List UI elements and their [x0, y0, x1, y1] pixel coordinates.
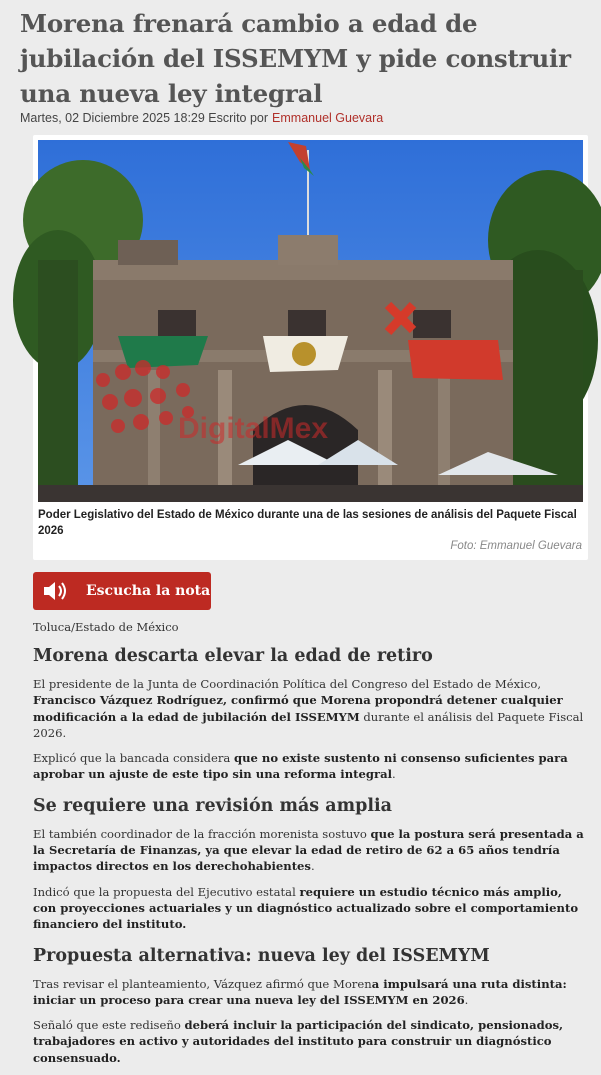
bold-text: requiere un estudio técnico más amplio, con proyecciones actuariales y un diagnóstico actualizado sobre el comportamiento financiero del instituto. — [33, 884, 579, 932]
text-run: Tras revisar el planteamiento, Vázquez afirmó que Moren — [33, 976, 372, 991]
author-link[interactable]: Emmanuel Guevara — [272, 111, 384, 125]
article-paragraph — [33, 676, 588, 741]
article-photo — [38, 140, 583, 502]
photo-credit: Foto: Emmanuel Guevara — [450, 540, 582, 552]
text-run: El también coordinador de la fracción morenista sostuvo — [33, 826, 371, 841]
listen-button[interactable] — [33, 572, 211, 610]
text-run: . — [464, 992, 469, 1007]
text-run: . — [310, 859, 315, 874]
article-paragraph — [33, 826, 588, 875]
section-heading: Se requiere una revisión más amplia — [33, 795, 392, 816]
article-paragraph — [33, 976, 588, 1009]
text-run: Explicó que la bancada considera — [33, 751, 234, 766]
text-run: Señaló que este rediseño — [33, 1018, 185, 1033]
section-heading: Propuesta alternativa: nueva ley del ISSEMYM — [33, 945, 490, 966]
bold-text: que no existe sustento ni consenso suficientes para aprobar un ajuste de este tipo sin una reforma integral — [33, 751, 568, 782]
text-run: . — [392, 767, 396, 782]
article-paragraph — [33, 884, 588, 933]
section-heading: Morena descarta elevar la edad de retiro — [33, 646, 433, 666]
article-paragraph — [33, 750, 588, 783]
article-meta — [20, 111, 383, 125]
bold-text: que la postura será presentada a la Secretaría de Finanzas, ya que elevar la edad de retiro de 62 a 65 años tendría impactos directos en los derechohabientes — [33, 826, 584, 874]
text-run: durante el análisis del Paquete Fiscal 2026. — [33, 709, 584, 740]
article-body — [33, 642, 588, 1075]
dateline: Toluca/Estado de México — [33, 620, 179, 634]
text-run: Indicó que la propuesta del Ejecutivo estatal — [33, 884, 300, 899]
watermark-text: DigitalMex — [178, 412, 329, 445]
bold-text: a impulsará una ruta distinta: iniciar un proceso para crear una nueva ley del ISSEMYM en 2026 — [33, 976, 567, 1007]
text-run: El presidente de la Junta de Coordinación Política del Congreso del Estado de México, — [33, 677, 542, 691]
article-figure — [33, 135, 588, 560]
publish-date: Martes, 02 Diciembre 2025 18:29 Escrito por — [20, 111, 269, 125]
photo-caption: Poder Legislativo del Estado de México durante una de las sesiones de análisis del Paquete Fiscal 2026 — [38, 509, 577, 537]
article-paragraph — [33, 1017, 588, 1066]
speaker-icon — [42, 580, 76, 602]
bold-text: Francisco Vázquez Rodríguez, confirmó que Morena propondrá detener cualquier modificación a la edad de jubilación del ISSEMYM — [33, 693, 563, 724]
bold-text: deberá incluir la participación del sindicato, pensionados, trabajadores en activo y autoridades del instituto para construir un diagnóstico consensuado. — [33, 1018, 564, 1065]
listen-button-label: Escucha la nota — [86, 583, 211, 599]
article-title: Morena frenará cambio a edad de jubilación del ISSEMYM y pide construir una nueva ley integral — [20, 9, 571, 108]
